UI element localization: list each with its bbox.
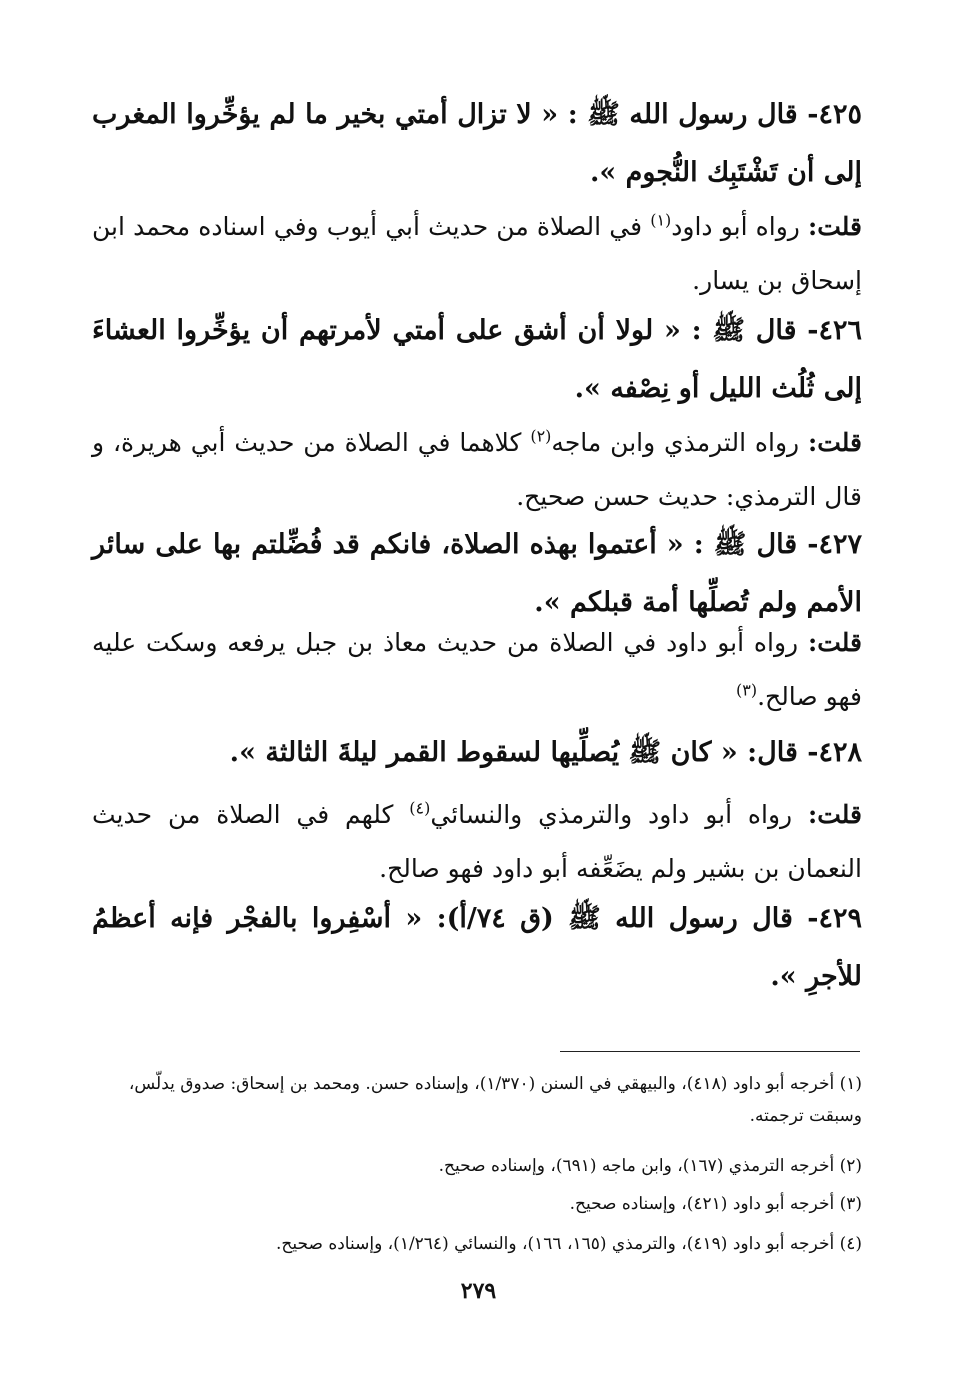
hadith-427: ٤٢٧- قال ﷺ : « أعتموا بهذه الصلاة، فانكم قد فُضِّلتم بها على سائر الأمم ولم تُصلِّها أمة قبلكم ». (92, 529, 862, 618)
footnote-ref-4[interactable]: (٤) (409, 798, 431, 818)
footnote-4: (٤) أخرجه أبو داود (٤١٩)، والترمذي (١٦٥، ١٦٦)، والنسائي (١/٢٦٤)، وإسناده صحيح. (276, 1234, 862, 1254)
hadith-429: ٤٢٩- قال رسول الله ﷺ (ق ٧٤/أ): « أسْفِروا بالفجْر فإنه أعظمُ للأجرِ ». (92, 903, 862, 992)
footnote-ref-3[interactable]: (٣) (736, 680, 758, 700)
commentary-text: كلهم في الصلاة من حديث النعمان بن بشير ولم يضَعِّفه أبو داود فهو صالح. (92, 800, 862, 883)
commentary-label: قلت: (807, 212, 862, 241)
commentary-text: في الصلاة من حديث أبي أيوب وفي اسناده محمد ابن إسحاق بن يسار. (92, 212, 862, 295)
commentary-425 (92, 200, 862, 308)
hadith-428: ٤٢٨- قال: « كان ﷺ يُصلِّيها لسقوط القمر ليلةَ الثالثة ». (229, 737, 862, 768)
commentary-label: قلت: (807, 628, 862, 657)
commentary-426 (92, 416, 862, 524)
commentary-text: رواه أبو داود والترمذي والنسائي (430, 800, 808, 829)
footnote-2: (٢) أخرجه الترمذي (١٦٧)، وابن ماجه (٦٩١)، وإسناده صحيح. (438, 1156, 862, 1176)
commentary-427 (92, 616, 862, 724)
footnote-3: (٣) أخرجه أبو داود (٤٢١)، وإسناده صحيح. (569, 1194, 862, 1214)
hadith-425: ٤٢٥- قال رسول الله ﷺ : « لا تزال أمتي بخير ما لم يؤخِّروا المغرب إلى أن تَشْتَبِك النُّجوم ». (92, 99, 862, 188)
commentary-text: رواه أبو داود (671, 212, 808, 241)
footnote-ref-1[interactable]: (١) (650, 210, 672, 230)
commentary-text: رواه الترمذي وابن ماجه (551, 428, 808, 457)
commentary-label: قلت: (807, 428, 862, 457)
footnote-1: (١) أخرجه أبو داود (٤١٨)، والبيهقي في السنن (١/٣٧٠)، وإسناده حسن. ومحمد بن إسحاق: صدوق يدلّس، وسبقت ترجمته. (128, 1074, 862, 1126)
footnote-divider (560, 1051, 860, 1052)
commentary-text: رواه أبو داود في الصلاة من حديث معاذ بن جبل يرفعه وسكت عليه فهو صالح. (92, 628, 862, 711)
hadith-426: ٤٢٦- قال ﷺ : « لولا أن أشق على أمتي لأمرتهم أن يؤخِّروا العشاءَ إلى ثُلُث الليل أو نِصْفه ». (92, 315, 862, 404)
footnote-ref-2[interactable]: (٢) (530, 426, 552, 446)
commentary-text: كلاهما في الصلاة من حديث أبي هريرة، و قال الترمذي: حديث حسن صحيح. (92, 428, 862, 511)
page-number: ٢٧٩ (460, 1278, 497, 1304)
commentary-label: قلت: (807, 800, 862, 829)
commentary-428 (92, 788, 862, 896)
